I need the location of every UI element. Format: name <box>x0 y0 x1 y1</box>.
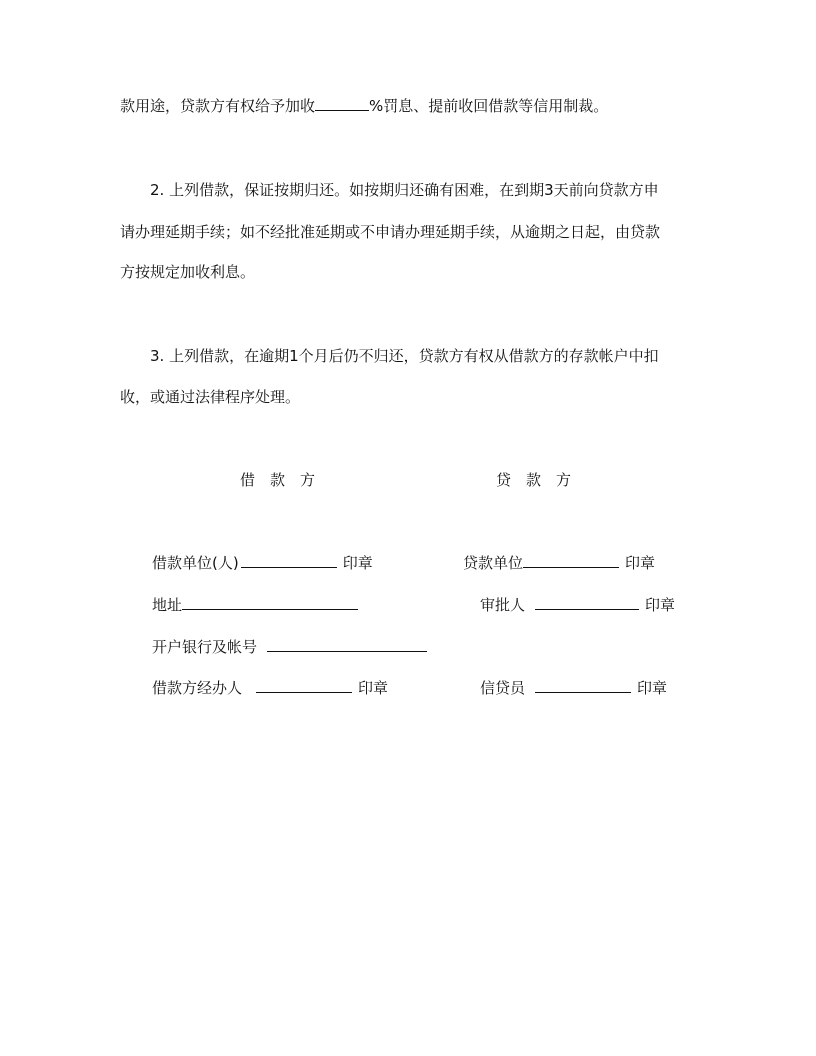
address-label: 地址 <box>152 596 183 614</box>
bank-account-row <box>152 637 427 657</box>
address-row <box>152 595 358 615</box>
lender-unit-row <box>463 553 655 573</box>
paragraph-2-line-3: 方按规定加收利息。 <box>120 263 256 281</box>
approver-label: 审批人 <box>480 596 526 614</box>
borrower-unit-field[interactable] <box>241 553 337 568</box>
paragraph-1-text-pre: 款用途，贷款方有权给予加收 <box>120 97 316 115</box>
lender-unit-field[interactable] <box>523 553 619 568</box>
paragraph-3-line-2: 收，或通过法律程序处理。 <box>120 388 301 406</box>
address-field[interactable] <box>182 595 358 610</box>
bank-account-field[interactable] <box>267 637 427 652</box>
borrower-unit-row <box>152 553 373 573</box>
borrower-unit-seal: 印章 <box>342 554 373 572</box>
paragraph-1-line-1 <box>120 96 608 116</box>
credit-officer-row <box>480 678 667 698</box>
lender-heading: 贷 款 方 <box>496 471 572 489</box>
credit-officer-label: 信贷员 <box>480 679 526 697</box>
borrower-agent-row <box>152 678 388 698</box>
lender-unit-seal: 印章 <box>625 554 656 572</box>
penalty-rate-blank[interactable] <box>315 96 369 111</box>
approver-seal: 印章 <box>645 596 676 614</box>
paragraph-1-text-post: %罚息、提前收回借款等信用制裁。 <box>369 97 609 115</box>
approver-row <box>480 595 675 615</box>
borrower-heading: 借 款 方 <box>240 471 316 489</box>
credit-officer-field[interactable] <box>535 678 631 693</box>
borrower-agent-label: 借款方经办人 <box>152 679 243 697</box>
lender-unit-label: 贷款单位 <box>463 554 524 572</box>
paragraph-2-line-1: 2. 上列借款，保证按期归还。如按期归还确有困难，在到期3天前向贷款方申 <box>150 181 659 199</box>
paragraph-2-line-2: 请办理延期手续；如不经批准延期或不申请办理延期手续，从逾期之日起，由贷款 <box>120 223 661 241</box>
paragraph-3-line-1: 3. 上列借款，在逾期1个月后仍不归还，贷款方有权从借款方的存款帐户中扣 <box>150 347 659 365</box>
approver-field[interactable] <box>535 595 639 610</box>
bank-account-label: 开户银行及帐号 <box>152 638 258 656</box>
borrower-unit-label: 借款单位(人) <box>152 554 239 572</box>
borrower-agent-field[interactable] <box>256 678 352 693</box>
borrower-agent-seal: 印章 <box>358 679 389 697</box>
credit-officer-seal: 印章 <box>637 679 668 697</box>
